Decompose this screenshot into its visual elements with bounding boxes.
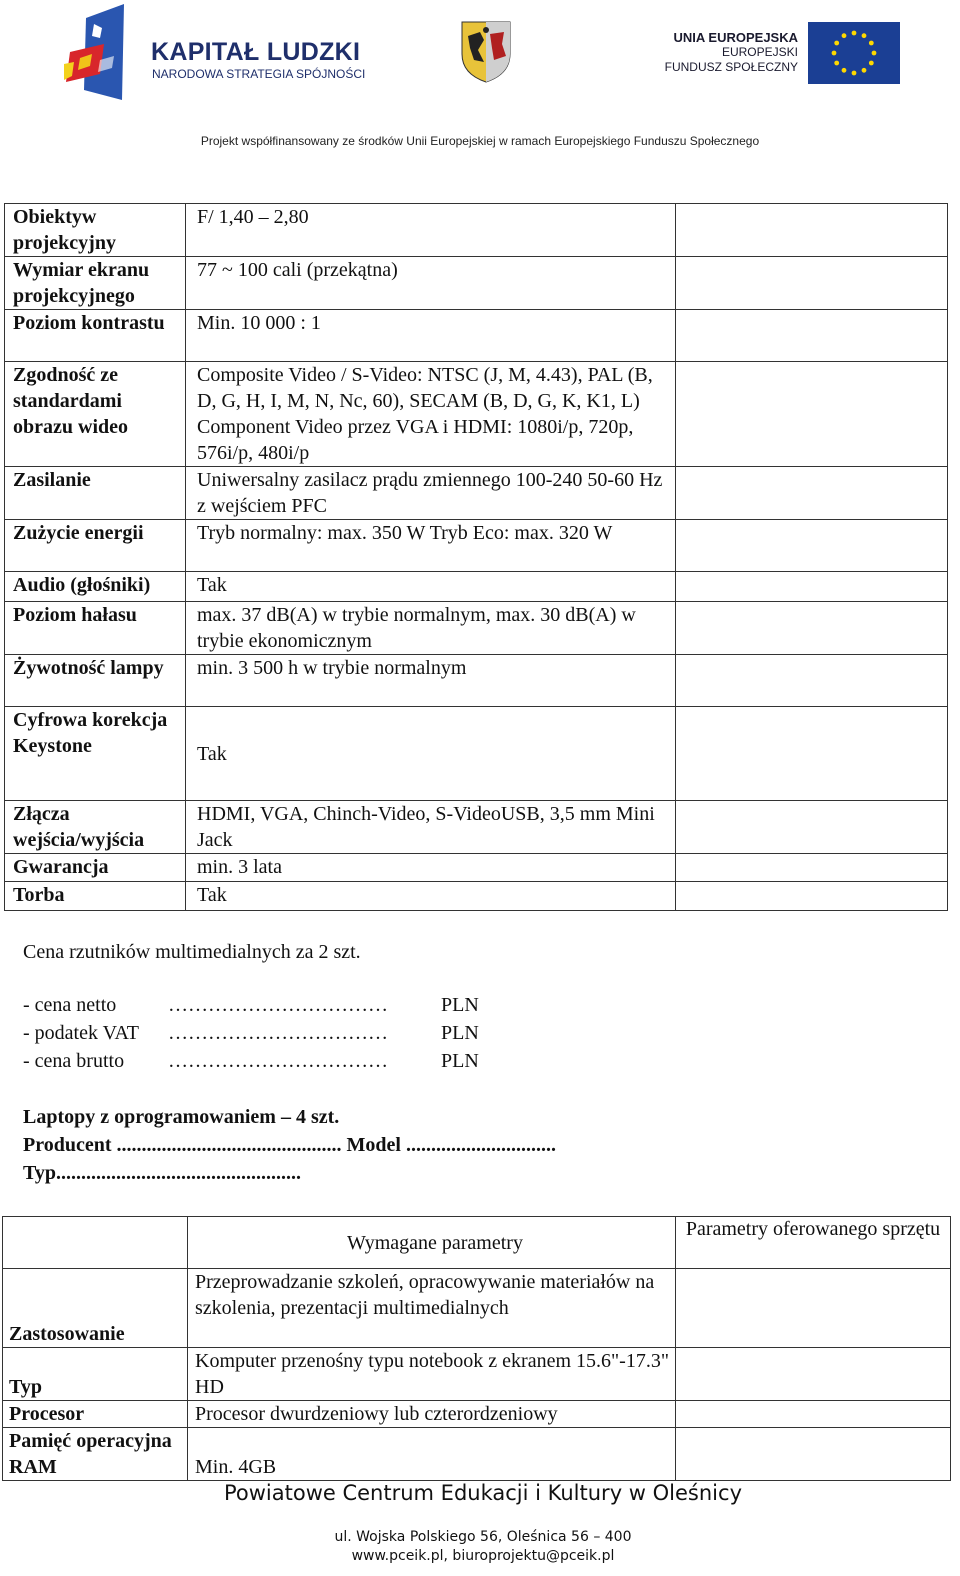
eu-star <box>872 51 877 56</box>
spec-label: Złącza wejścia/wyjścia <box>5 801 186 854</box>
currency-unit: PLN <box>441 1050 479 1072</box>
eu-star <box>862 33 867 38</box>
spec-value: Min. 4GB <box>188 1428 676 1481</box>
spec-value: Procesor dwurdzeniowy lub czterordzeniowy <box>188 1401 676 1428</box>
table-row <box>5 602 948 655</box>
price-row-netto <box>23 994 479 1017</box>
eu-flag-icon <box>808 22 900 84</box>
footer-contact-block <box>0 1528 960 1566</box>
price-row-vat <box>23 1022 479 1045</box>
table-row <box>5 257 948 310</box>
eu-star <box>852 31 857 36</box>
spec-value: F/ 1,40 – 2,80 <box>186 204 676 257</box>
spec-label: Poziom hałasu <box>5 602 186 655</box>
price-label: - cena brutto <box>23 1050 125 1072</box>
offered-cell <box>676 572 948 602</box>
table-row <box>5 572 948 602</box>
offered-cell <box>676 1401 951 1428</box>
table-row <box>3 1348 951 1401</box>
spec-value: Composite Video / S-Video: NTSC (J, M, 4.43), PAL (B, D, G, H, I, M, N, Nc, 60), SECAM (B, D, G, K, K1, L) Component Video przez VGA i HDMI: 1080i/p, 720p, 576i/p, 480i/p <box>186 362 676 467</box>
projector-spec-table <box>4 203 948 911</box>
fill-in-dots[interactable]: …………………………… <box>168 1022 388 1044</box>
spec-label: Żywotność lampy <box>5 655 186 707</box>
price-label: - cena netto <box>23 994 117 1016</box>
table-row <box>5 655 948 707</box>
eu-star <box>852 71 857 76</box>
offered-cell <box>676 707 948 801</box>
offered-cell <box>676 310 948 362</box>
table-row <box>5 362 948 467</box>
spec-label: Audio (głośniki) <box>5 572 186 602</box>
offered-params-header: Parametry oferowanego sprzętu <box>676 1217 951 1269</box>
eu-fund-line2: FUNDUSZ SPOŁECZNY <box>664 60 798 74</box>
offered-cell <box>676 1348 951 1401</box>
laptop-section-title: Laptopy z oprogramowaniem – 4 szt. <box>23 1106 340 1128</box>
spec-label: Zgodność ze standardami obrazu wideo <box>5 362 186 467</box>
eu-text-block <box>665 30 798 75</box>
spec-value: Tak <box>186 882 676 911</box>
spec-label: Procesor <box>3 1401 188 1428</box>
eu-label: UNIA EUROPEJSKA <box>673 30 798 45</box>
spec-label: Zasilanie <box>5 467 186 520</box>
empty-header-cell <box>3 1217 188 1269</box>
spec-value: Komputer przenośny typu notebook z ekranem 15.6"-17.3" HD <box>188 1348 676 1401</box>
table-row <box>5 520 948 572</box>
offered-cell <box>676 1428 951 1481</box>
spec-label: Gwarancja <box>5 854 186 882</box>
eu-star <box>869 41 874 46</box>
table-row <box>5 801 948 854</box>
spec-label: Poziom kontrastu <box>5 310 186 362</box>
offered-cell <box>676 204 948 257</box>
spec-value: Tryb normalny: max. 350 W Tryb Eco: max. 320 W <box>186 520 676 572</box>
table-row <box>3 1217 951 1269</box>
page-header <box>0 0 960 160</box>
spec-label: Cyfrowa korekcja Keystone <box>5 707 186 801</box>
table-row <box>3 1401 951 1428</box>
table-row <box>5 310 948 362</box>
price-section-title: Cena rzutników multimedialnych za 2 szt. <box>23 941 361 963</box>
eu-star <box>869 61 874 66</box>
fill-in-dots[interactable]: …………………………… <box>168 994 388 1016</box>
spec-value: min. 3 lata <box>186 854 676 882</box>
eu-star <box>842 33 847 38</box>
offered-cell <box>676 257 948 310</box>
spec-value: Uniwersalny zasilacz prądu zmiennego 100-240 50-60 Hz z wejściem PFC <box>186 467 676 520</box>
footer-website-email[interactable]: www.pceik.pl, biuroprojektu@pceik.pl <box>351 1548 615 1564</box>
eu-star <box>862 68 867 73</box>
kapital-ludzki-logo <box>64 4 148 104</box>
offered-cell <box>676 602 948 655</box>
spec-label: Pamięć operacyjna RAM <box>3 1428 188 1481</box>
offered-cell <box>676 801 948 854</box>
table-row <box>3 1269 951 1348</box>
laptop-spec-table <box>2 1216 951 1481</box>
price-row-brutto <box>23 1050 479 1073</box>
eu-fund-line1: EUROPEJSKI <box>721 45 798 59</box>
spec-value: max. 37 dB(A) w trybie normalnym, max. 30 dB(A) w trybie ekonomicznym <box>186 602 676 655</box>
eu-star <box>842 68 847 73</box>
required-params-header: Wymagane parametry <box>188 1217 676 1269</box>
spec-value: Min. 10 000 : 1 <box>186 310 676 362</box>
table-row <box>5 707 948 801</box>
spec-label: Zużycie energii <box>5 520 186 572</box>
coat-of-arms-icon <box>458 20 514 84</box>
eu-star <box>834 41 839 46</box>
eu-star <box>832 51 837 56</box>
spec-value: 77 ~ 100 cali (przekątna) <box>186 257 676 310</box>
footer-address: ul. Wojska Polskiego 56, Oleśnica 56 – 400 <box>334 1529 632 1545</box>
spec-value: min. 3 500 h w trybie normalnym <box>186 655 676 707</box>
project-cofinanced-line: Projekt współfinansowany ze środków Unii Europejskiej w ramach Europejskiego Funduszu Społecznego <box>200 134 760 148</box>
table-row <box>5 467 948 520</box>
offered-cell <box>676 520 948 572</box>
price-label: - podatek VAT <box>23 1022 139 1044</box>
table-row <box>3 1428 951 1481</box>
offered-cell <box>676 362 948 467</box>
offered-cell <box>676 854 948 882</box>
offered-cell <box>676 467 948 520</box>
eu-star <box>834 61 839 66</box>
table-row <box>5 204 948 257</box>
currency-unit: PLN <box>441 994 479 1016</box>
footer-organization: Powiatowe Centrum Edukacji i Kultury w Oleśnicy <box>223 1481 742 1505</box>
spec-value: Tak <box>186 707 676 801</box>
spec-value: HDMI, VGA, Chinch-Video, S-VideoUSB, 3,5 mm Mini Jack <box>186 801 676 854</box>
kapital-ludzki-subtitle: NARODOWA STRATEGIA SPÓJNOŚCI <box>152 67 366 81</box>
spec-label: Obiektyw projekcyjny <box>5 204 186 257</box>
offered-cell <box>676 882 948 911</box>
spec-label: Torba <box>5 882 186 911</box>
spec-label: Zastosowanie <box>3 1269 188 1348</box>
spec-value: Tak <box>186 572 676 602</box>
table-row <box>5 882 948 911</box>
offered-cell <box>676 655 948 707</box>
kapital-ludzki-title: KAPITAŁ LUDZKI <box>151 38 361 66</box>
type-line[interactable]: Typ................................................. <box>23 1162 301 1184</box>
fill-in-dots[interactable]: …………………………… <box>168 1050 388 1072</box>
spec-value: Przeprowadzanie szkoleń, opracowywanie materiałów na szkolenia, prezentacji multimedialnych <box>188 1269 676 1348</box>
spec-label: Typ <box>3 1348 188 1401</box>
currency-unit: PLN <box>441 1022 479 1044</box>
spec-label: Wymiar ekranu projekcyjnego <box>5 257 186 310</box>
producer-model-line[interactable]: Producent ............................................. Model .............................. <box>23 1134 556 1156</box>
table-row <box>5 854 948 882</box>
offered-cell <box>676 1269 951 1348</box>
